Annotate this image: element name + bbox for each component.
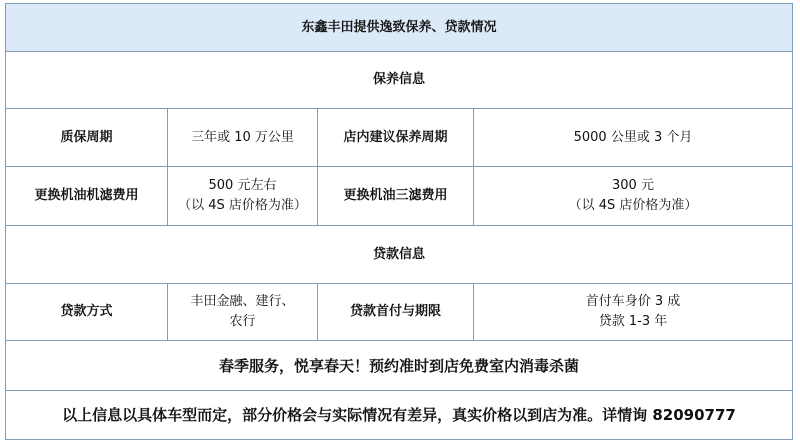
three-filter-note: （以 4S 店价格为准）: [568, 198, 698, 213]
warranty-label: 质保周期: [6, 109, 168, 166]
info-table: [5, 3, 793, 440]
table-title: 东鑫丰田提供逸致保养、贷款情况: [6, 4, 792, 51]
loan-section-title: 贷款信息: [372, 246, 425, 262]
warranty-value: 三年或 10 万公里: [168, 109, 318, 166]
table-title-row: [6, 4, 792, 52]
promo-text: 春季服务，悦享春天！预约准时到店免费室内消毒杀菌: [218, 356, 579, 375]
table-row: [6, 284, 792, 341]
loan-method-line2: 农行: [229, 314, 256, 329]
footer-row: [6, 391, 792, 439]
oil-filter-label: 更换机油机滤费用: [6, 167, 168, 225]
loan-method-line1: 丰田金融、建行、: [190, 294, 295, 309]
three-filter-value: [474, 167, 792, 225]
maintenance-section-title: 保养信息: [372, 72, 425, 87]
oil-filter-price: 500 元左右: [208, 178, 277, 193]
three-filter-label: 更换机油三滤费用: [318, 167, 474, 225]
down-payment-value: [474, 284, 792, 340]
table-row: [6, 109, 792, 167]
suggest-value: 5000 公里或 3 个月: [573, 129, 693, 145]
footer-notice: 以上信息以具体车型而定，部分价格会与实际情况有差异，真实价格以到店为准。详情询 82090777: [62, 406, 736, 424]
oil-filter-note: （以 4S 店价格为准）: [178, 198, 307, 213]
three-filter-price: 300 元: [612, 178, 654, 193]
loan-section-row: [6, 226, 792, 284]
promo-row: [6, 341, 792, 391]
table-row: [6, 167, 792, 226]
down-payment-line2: 贷款 1-3 年: [598, 314, 668, 329]
down-payment-label: 贷款首付与期限: [318, 284, 474, 340]
down-payment-line1: 首付车身价 3 成: [585, 294, 681, 309]
loan-method-label: 贷款方式: [6, 284, 168, 340]
maintenance-section-row: [6, 52, 792, 109]
loan-method-value: [168, 284, 318, 340]
oil-filter-value: [168, 167, 318, 225]
suggest-label: 店内建议保养周期: [318, 109, 474, 166]
